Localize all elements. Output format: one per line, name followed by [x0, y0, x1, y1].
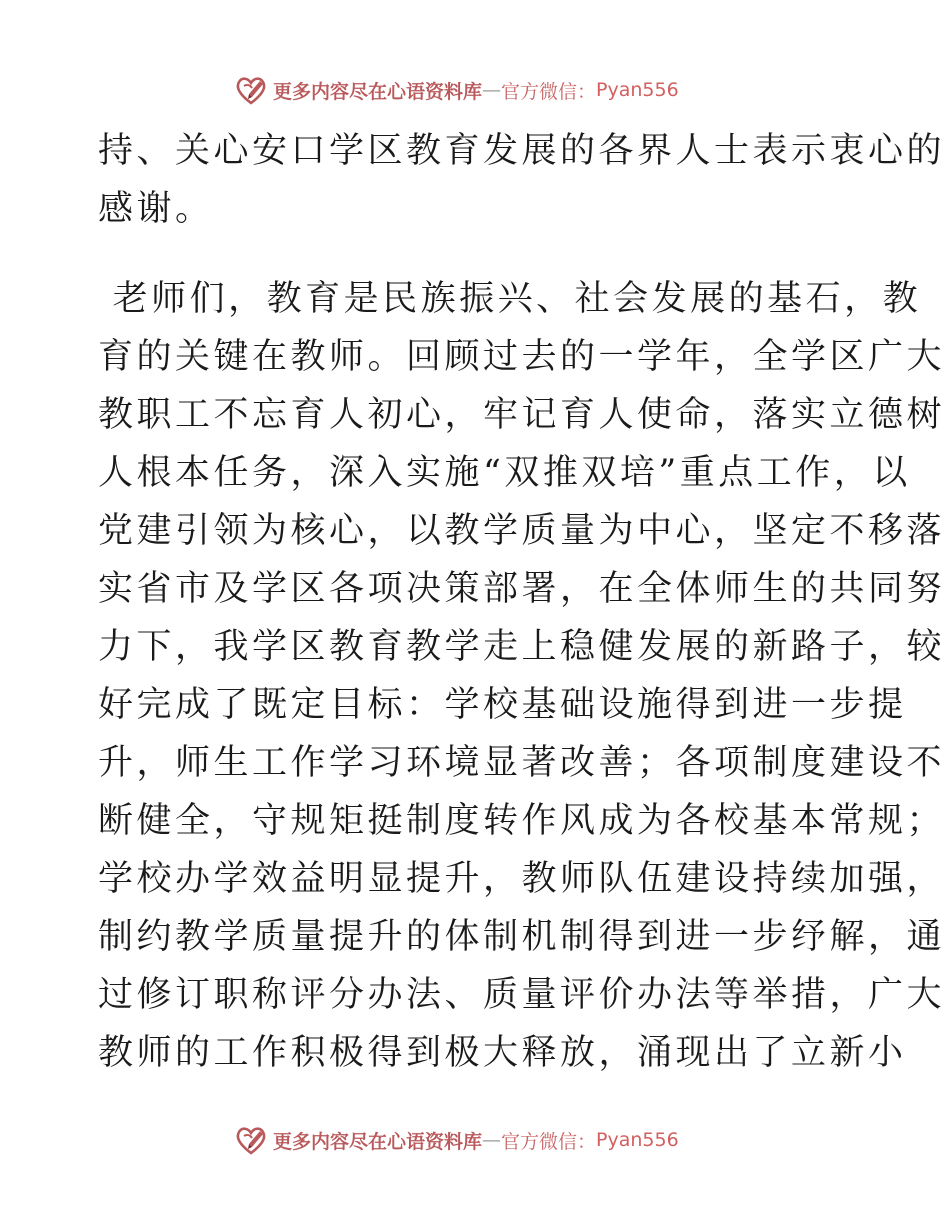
text-line: 好完成了既定目标：学校基础设施得到进一步提	[98, 685, 907, 725]
watermark-wechat-id: Pyan556	[596, 1129, 679, 1151]
text-line: 党建引领为核心，以教学质量为中心，坚定不移落	[98, 511, 946, 551]
text-line: 力下，我学区教育教学走上稳健发展的新路子，较	[98, 627, 946, 667]
text-line: 教师的工作积极得到极大释放，涌现出了立新小	[98, 1033, 907, 1073]
document-body	[98, 122, 946, 1082]
heart-pen-logo-icon	[233, 72, 269, 108]
watermark-official-label: 官方微信：	[501, 80, 597, 103]
paragraph	[98, 122, 946, 238]
text-line: 过修订职称评分办法、质量评价办法等举措，广大	[98, 975, 946, 1015]
text-line: 人根本任务，深入实施“双推双培”重点工作，以	[98, 453, 911, 493]
text-line: 感谢。	[98, 189, 214, 229]
text-line: 升，师生工作学习环境显著改善；各项制度建设不	[98, 743, 946, 783]
header-watermark	[233, 72, 733, 108]
heart-pen-logo-icon	[233, 1122, 269, 1158]
watermark-wechat-id: Pyan556	[596, 79, 679, 101]
watermark-title: 更多内容尽在心语资料库	[273, 80, 483, 103]
text-line: 断健全，守规矩挺制度转作风成为各校基本常规；	[98, 801, 946, 841]
text-line: 育的关键在教师。回顾过去的一学年，全学区广大	[98, 337, 946, 377]
watermark-official-label: 官方微信：	[501, 1130, 597, 1153]
text-line: 制约教学质量提升的体制机制得到进一步纾解，通	[98, 917, 946, 957]
watermark-dash: —	[482, 1129, 502, 1151]
text-line: 实省市及学区各项决策部署，在全体师生的共同努	[98, 569, 946, 609]
footer-watermark	[233, 1122, 733, 1158]
text-line: 持、关心安口学区教育发展的各界人士表示衷心的	[98, 131, 946, 171]
text-line: 老师们，教育是民族振兴、社会发展的基石，教	[98, 279, 922, 319]
paragraph-spacer	[98, 238, 858, 270]
text-line: 教职工不忘育人初心，牢记育人使命，落实立德树	[98, 395, 946, 435]
watermark-title: 更多内容尽在心语资料库	[273, 1130, 483, 1153]
watermark-dash: —	[482, 79, 502, 101]
text-line: 学校办学效益明显提升，教师队伍建设持续加强，	[98, 859, 946, 899]
paragraph	[98, 270, 946, 1082]
